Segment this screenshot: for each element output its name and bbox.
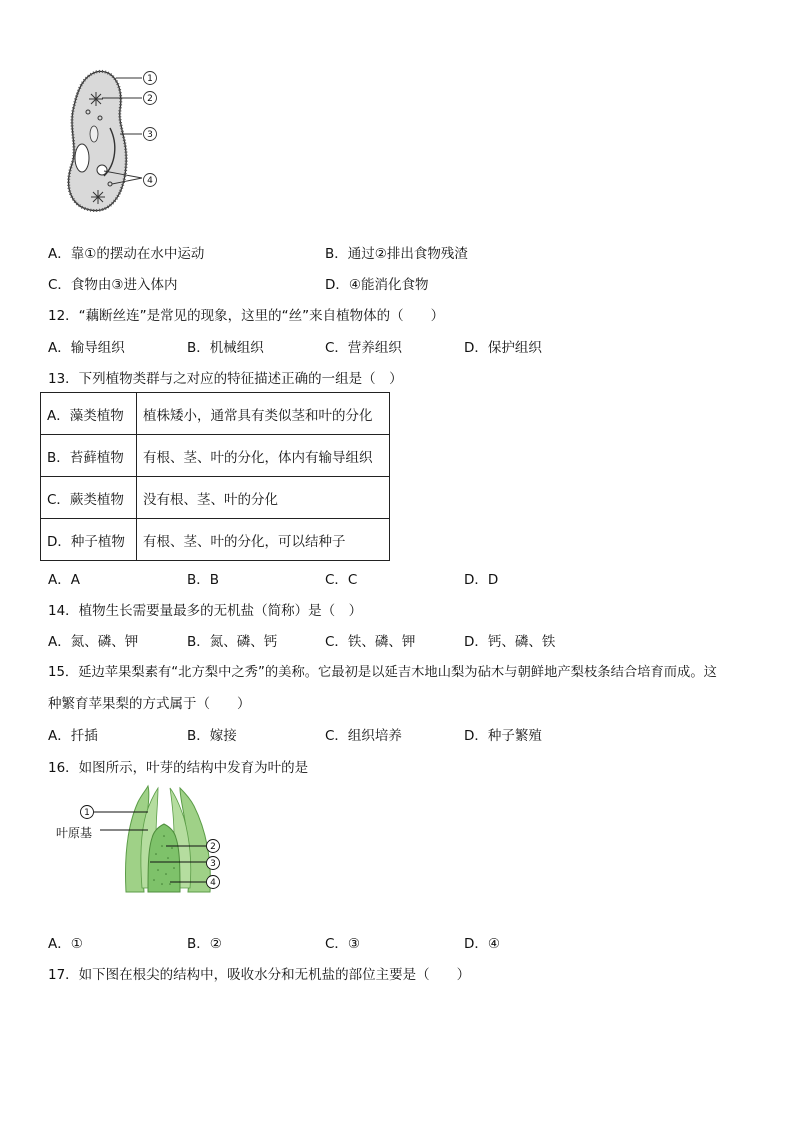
q16-option-a[interactable]: A．① xyxy=(48,936,83,952)
label-3: 3 xyxy=(210,859,216,869)
paramecium-body xyxy=(69,71,127,210)
leaf-bud-callouts xyxy=(56,798,236,898)
q12-option-d[interactable]: D．保护组织 xyxy=(464,340,542,356)
q13-option-b[interactable]: B．B xyxy=(187,572,220,588)
leaf-primordium-label: 叶原基 xyxy=(56,826,93,840)
table-cell-feature: 有根、茎、叶的分化，可以结种子 xyxy=(137,519,390,561)
q11-option-b[interactable]: B．通过②排出食物残渣 xyxy=(325,246,468,262)
table-cell-group: B．苔藓植物 xyxy=(41,435,137,477)
table-row xyxy=(41,435,390,477)
label-4: 4 xyxy=(147,176,153,186)
table-row xyxy=(41,477,390,519)
q12-option-b[interactable]: B．机械组织 xyxy=(187,340,264,356)
q16-stem: 16．如图所示，叶芽的结构中发育为叶的是 xyxy=(48,760,309,776)
label-2: 2 xyxy=(147,94,153,104)
q12-option-c[interactable]: C．营养组织 xyxy=(325,340,402,356)
q14-option-d[interactable]: D．钙、磷、铁 xyxy=(464,634,556,650)
table-cell-feature: 没有根、茎、叶的分化 xyxy=(137,477,390,519)
q15-stem-line2: 种繁育苹果梨的方式属于（ ） xyxy=(48,696,251,712)
label-3: 3 xyxy=(147,130,153,140)
q16-option-c[interactable]: C．③ xyxy=(325,936,361,952)
table-cell-group: A．藻类植物 xyxy=(41,393,137,435)
q13-option-d[interactable]: D．D xyxy=(464,572,499,588)
q12-option-a[interactable]: A．输导组织 xyxy=(48,340,125,356)
table-row xyxy=(41,393,390,435)
label-4: 4 xyxy=(210,878,216,888)
label-1: 1 xyxy=(147,74,153,84)
q15-option-c[interactable]: C．组织培养 xyxy=(325,728,402,744)
q13-option-a[interactable]: A．A xyxy=(48,572,80,588)
table-cell-feature: 有根、茎、叶的分化，体内有输导组织 xyxy=(137,435,390,477)
q14-option-a[interactable]: A．氮、磷、钾 xyxy=(48,634,139,650)
q11-option-d[interactable]: D．④能消化食物 xyxy=(325,277,429,293)
q14-option-c[interactable]: C．铁、磷、钾 xyxy=(325,634,416,650)
q11-option-a[interactable]: A．靠①的摆动在水中运动 xyxy=(48,246,205,262)
q13-table xyxy=(40,392,390,561)
q16-option-d[interactable]: D．④ xyxy=(464,936,500,952)
q15-option-d[interactable]: D．种子繁殖 xyxy=(464,728,542,744)
label-1: 1 xyxy=(84,808,90,818)
q16-option-b[interactable]: B．② xyxy=(187,936,222,952)
table-cell-group: C．蕨类植物 xyxy=(41,477,137,519)
q14-stem: 14．植物生长需要量最多的无机盐（简称）是（ ） xyxy=(48,603,363,619)
q15-option-a[interactable]: A．扦插 xyxy=(48,728,98,744)
q13-stem: 13．下列植物类群与之对应的特征描述正确的一组是（ ） xyxy=(48,371,403,387)
table-cell-group: D．种子植物 xyxy=(41,519,137,561)
q17-stem: 17．如下图在根尖的结构中，吸收水分和无机盐的部位主要是（ ） xyxy=(48,967,471,983)
q14-option-b[interactable]: B．氮、磷、钙 xyxy=(187,634,278,650)
q11-option-c[interactable]: C．食物由③进入体内 xyxy=(48,277,178,293)
paramecium-figure xyxy=(58,66,168,218)
table-row xyxy=(41,519,390,561)
q15-stem-line1: 15．延边苹果梨素有“北方梨中之秀”的美称。它最初是以延吉木地山梨为砧木与朝鲜地产梨枝条结合培育而成。这 xyxy=(48,665,717,680)
label-2: 2 xyxy=(210,842,216,852)
table-cell-feature: 植株矮小，通常具有类似茎和叶的分化 xyxy=(137,393,390,435)
q12-stem: 12．“藕断丝连”是常见的现象，这里的“丝”来自植物体的（ ） xyxy=(48,308,445,324)
q13-option-c[interactable]: C．C xyxy=(325,572,358,588)
q15-option-b[interactable]: B．嫁接 xyxy=(187,728,237,744)
